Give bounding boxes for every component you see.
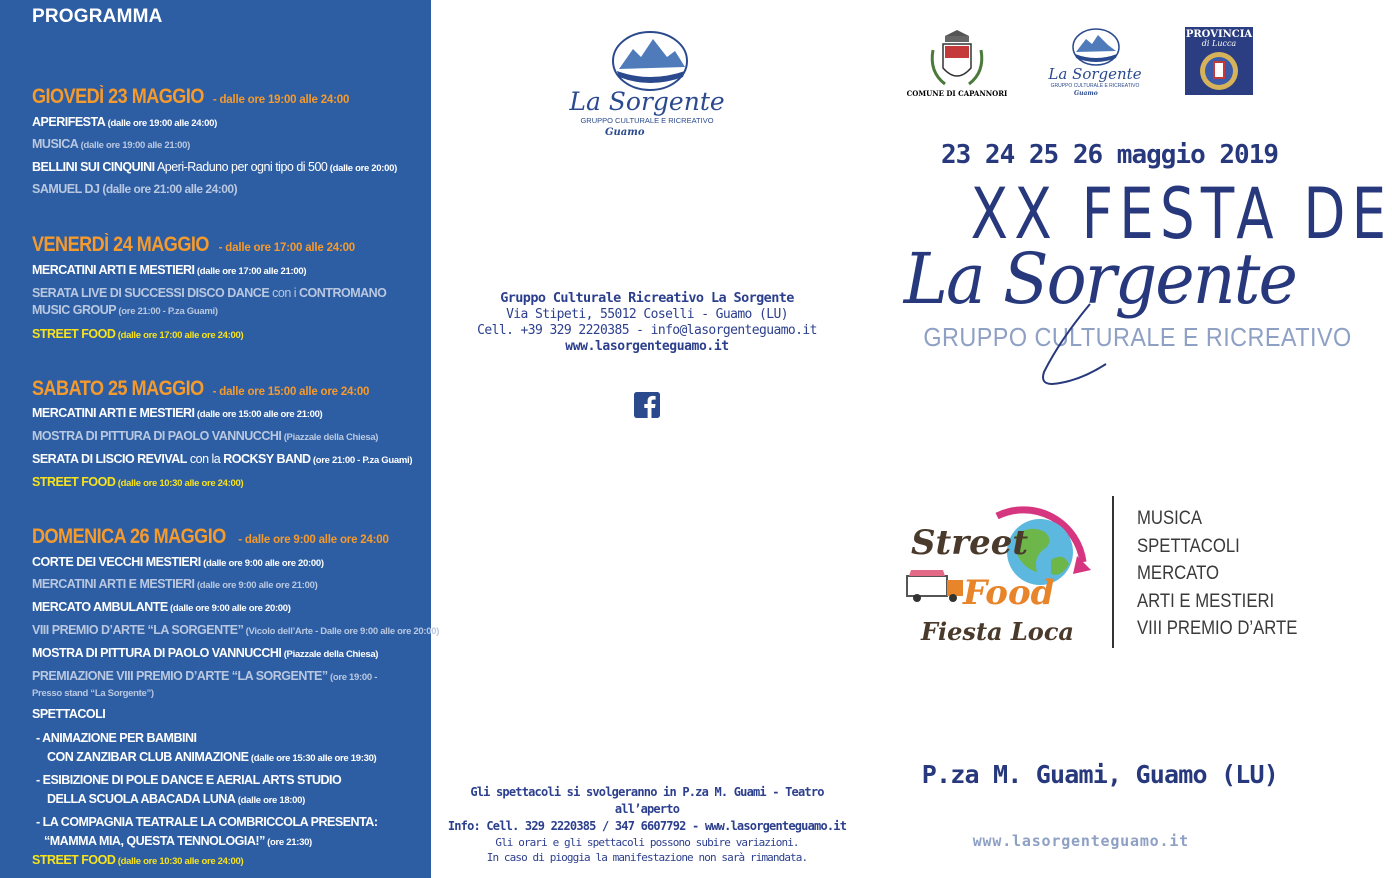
event-item: MUSICA (dalle ore 19:00 alle 21:00): [32, 137, 191, 151]
event-item: MERCATINI ARTI E MESTIERI (dalle ore 17:00 alle 21:00): [32, 263, 307, 277]
event-item: - ESIBIZIONE DI POLE DANCE E AERIAL ARTS STUDIO DELLA SCUOLA ABACADA LUNA (dalle ore 18:00): [36, 773, 342, 806]
svg-text:GRUPPO CULTURALE E RICREATIVO: GRUPPO CULTURALE E RICREATIVO: [1050, 83, 1140, 89]
svg-text:Food: Food: [963, 573, 1055, 613]
day-heading-saturday: [32, 377, 369, 401]
feature-item: MUSICA: [1137, 508, 1203, 529]
svg-text:PROVINCIA: PROVINCIA: [1185, 29, 1253, 40]
footer-line: Gli spettacoli si svolgeranno in P.za M. Guami - Teatro all’aperto: [470, 785, 824, 816]
feature-item: MERCATO: [1137, 563, 1220, 584]
event-item: BELLINI SUI CINQUINI Aperi-Raduno per ogni tipo di 500 (dalle ore 20:00): [32, 160, 397, 174]
website-link[interactable]: www.lasorgenteguamo.it: [565, 339, 729, 354]
event-item: CORTE DEI VECCHI MESTIERI (dalle ore 9:00 alle ore 20:00): [32, 555, 324, 569]
event-item: MERCATINI ARTI E MESTIERI (dalle ore 9:00 alle ore 21:00): [32, 577, 318, 591]
event-item: - LA COMPAGNIA TEATRALE LA COMBRICCOLA PRESENTA: “MAMMA MIA, QUESTA TENNOLOGIA!” (ore 21:30): [36, 815, 378, 848]
feature-item: ARTI E MESTIERI: [1137, 590, 1275, 612]
festa-title: XX FESTA DE: [970, 173, 1392, 255]
event-item: STREET FOOD (dalle ore 10:30 alle ore 24:00): [32, 853, 244, 867]
event-item: SPETTACOLI: [32, 707, 106, 721]
event-item: SERATA LIVE DI SUCCESSI DISCO DANCE con i CONTROMANO MUSIC GROUP (ore 21:00 - P.za Guami): [32, 286, 387, 317]
footer-line: In caso di pioggia la manifestazione non sarà rimandata.: [486, 851, 808, 864]
day-time: - dalle ore 19:00 alle 24:00: [209, 94, 350, 106]
la-sorgente-title: La Sorgente: [903, 238, 1296, 320]
day-name: SABATO 25 MAGGIO: [32, 377, 204, 400]
event-item: VIII PREMIO D’ARTE “LA SORGENTE” (Vicolo dell’Arte - Dalle ore 9:00 alle ore 20:00): [32, 623, 440, 637]
event-item: MOSTRA DI PITTURA DI PAOLO VANNUCCHI (Piazzale della Chiesa): [32, 429, 379, 443]
event-item: MOSTRA DI PITTURA DI PAOLO VANNUCCHI (Piazzale della Chiesa): [32, 646, 379, 660]
day-time: - dalle ore 17:00 alle 24:00: [215, 242, 355, 254]
la-sorgente-logo: [569, 27, 725, 142]
svg-text:COMUNE DI CAPANNORI: COMUNE DI CAPANNORI: [906, 89, 1008, 98]
svg-text:La Sorgente: La Sorgente: [1048, 65, 1142, 83]
svg-text:Fiesta Loca: Fiesta Loca: [921, 617, 1074, 646]
address: Via Stipeti, 55012 Coselli - Guamo (LU): [506, 307, 788, 322]
facebook-icon[interactable]: [634, 392, 660, 418]
svg-text:Street: Street: [911, 523, 1029, 563]
footer-line: Gli orari e gli spettacoli possono subire variazioni.: [495, 836, 799, 849]
gruppo-subtitle: GRUPPO CULTURALE E RICREATIVO: [923, 322, 1352, 352]
svg-text:GRUPPO CULTURALE E RICREATIVO: GRUPPO CULTURALE E RICREATIVO: [580, 116, 714, 125]
day-time: - dalle ore 15:00 alle ore 24:00: [209, 386, 370, 398]
event-dates: 23 24 25 26 maggio 2019: [940, 140, 1278, 170]
svg-text:Guamo: Guamo: [1074, 90, 1098, 97]
day-heading-thursday: [32, 85, 349, 109]
phone-email: Cell. +39 329 2220385 - info@lasorgenteguamo.it: [477, 323, 817, 338]
divider-line: [1112, 496, 1114, 648]
day-time: - dalle ore 9:00 alle ore 24:00: [235, 534, 389, 546]
svg-text:Guamo: Guamo: [605, 127, 645, 138]
event-item: APERIFESTA (dalle ore 19:00 alle 24:00): [32, 115, 217, 129]
event-item: MERCATO AMBULANTE (dalle ore 9:00 alle ore 20:00): [32, 600, 291, 614]
features-list: [1137, 505, 1297, 643]
org-name: Gruppo Culturale Ricreativo La Sorgente: [500, 290, 794, 306]
swash-decoration: [1030, 300, 1110, 390]
event-item: STREET FOOD (dalle ore 10:30 alle ore 24:00): [32, 475, 244, 489]
program-title: PROGRAMMA: [32, 6, 163, 27]
event-item: MERCATINI ARTI E MESTIERI (dalle ore 15:00 alle ore 21:00): [32, 406, 323, 420]
svg-text:di Lucca: di Lucca: [1201, 39, 1237, 48]
footer-info: [440, 784, 854, 865]
event-item: SERATA DI LISCIO REVIVAL con la ROCKSY BAND (ore 21:00 - P.za Guami): [32, 452, 413, 466]
day-heading-sunday: [32, 525, 389, 549]
svg-text:La Sorgente: La Sorgente: [569, 87, 725, 116]
day-heading-friday: [32, 233, 355, 257]
event-item: SAMUEL DJ (dalle ore 21:00 alle 24:00): [32, 182, 238, 196]
day-name: GIOVEDÌ 23 MAGGIO: [32, 85, 204, 108]
day-name: DOMENICA 26 MAGGIO: [32, 525, 226, 548]
footer-line: Info: Cell. 329 2220385 / 347 6607792 - www.lasorgenteguamo.it: [447, 819, 847, 833]
event-location: P.za M. Guami, Guamo (LU): [921, 760, 1278, 789]
website-footer-link[interactable]: www.lasorgenteguamo.it: [972, 832, 1189, 850]
comune-capannori-crest: [905, 28, 1010, 100]
program-panel: [0, 0, 440, 878]
event-item: PREMIAZIONE VIII PREMIO D’ARTE “LA SORGENTE” (ore 19:00 - Presso stand “La Sorgente”): [32, 669, 378, 699]
la-sorgente-small-logo: [1048, 27, 1143, 99]
feature-item: VIII PREMIO D’ARTE: [1137, 618, 1298, 639]
contact-block: [440, 290, 854, 354]
day-name: VENERDÌ 24 MAGGIO: [32, 233, 209, 256]
provincia-lucca-logo: [1185, 27, 1253, 95]
event-item: - ANIMAZIONE PER BAMBINI CON ZANZIBAR CLUB ANIMAZIONE (dalle ore 15:30 alle ore 19:30): [36, 731, 377, 764]
street-food-fiesta-loca-logo: [905, 492, 1095, 652]
feature-item: SPETTACOLI: [1137, 535, 1240, 557]
event-item: STREET FOOD (dalle ore 17:00 alle ore 24:00): [32, 327, 244, 341]
